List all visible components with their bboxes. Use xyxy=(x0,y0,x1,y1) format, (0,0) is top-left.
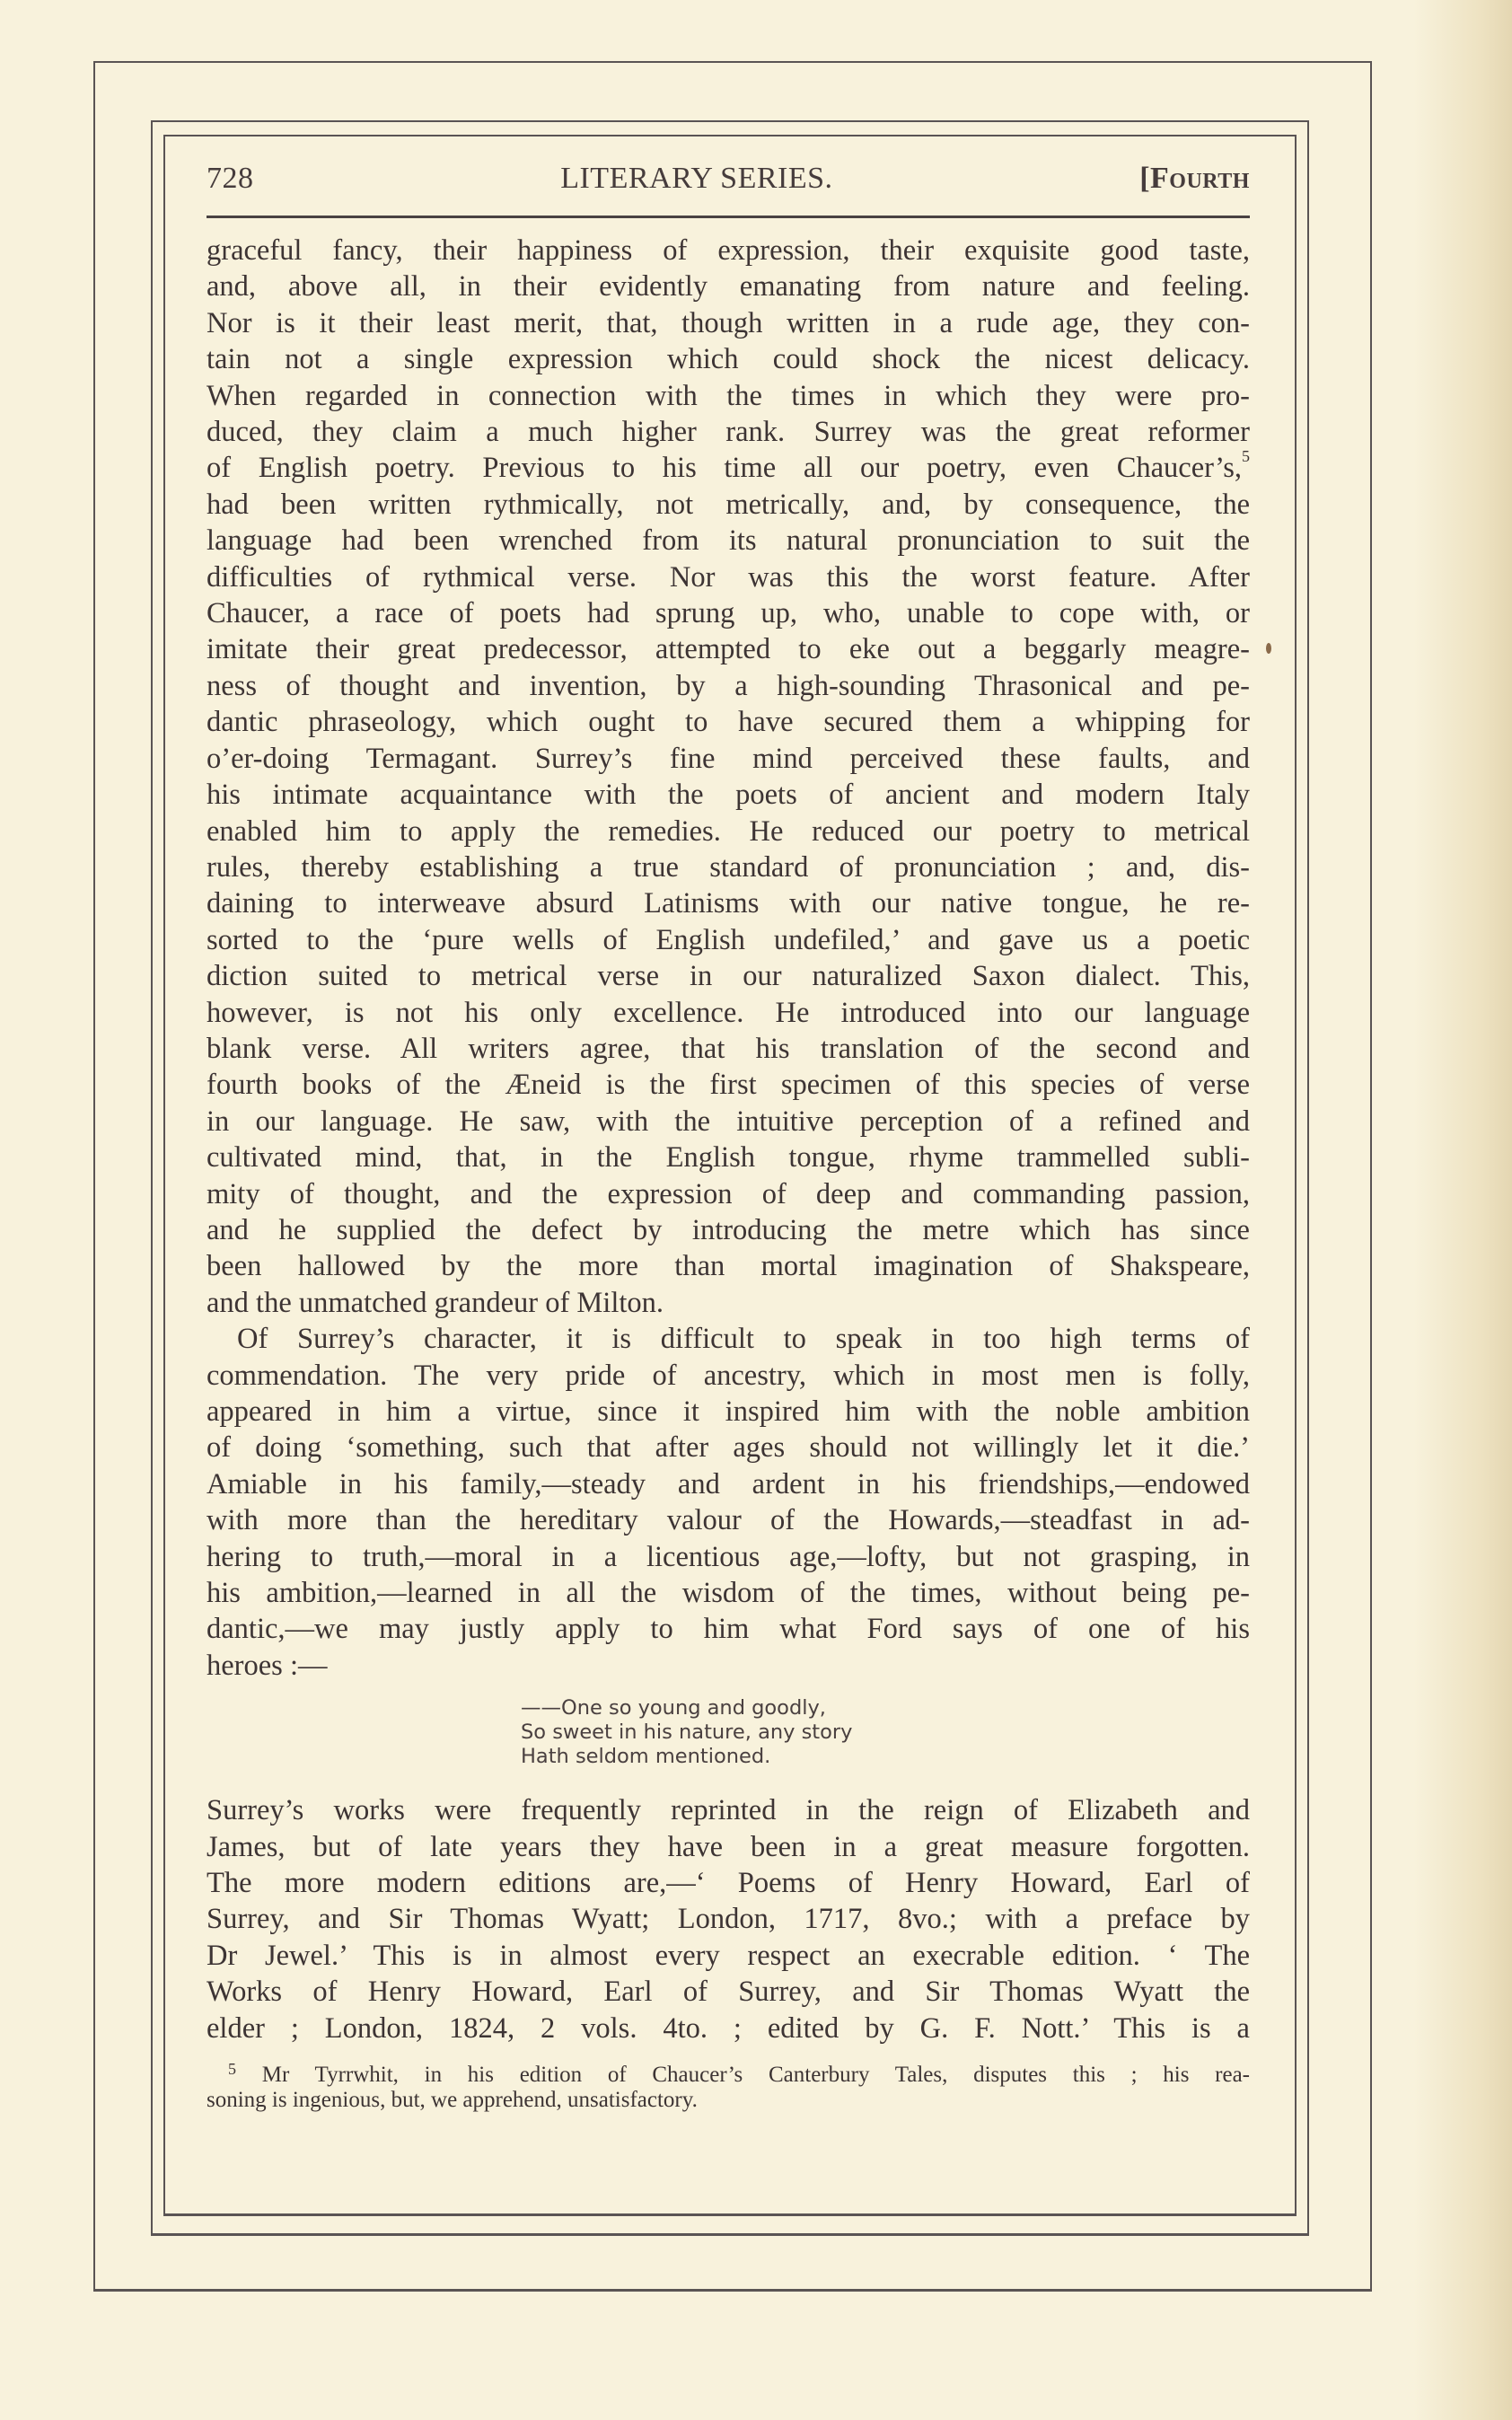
text-line: o’er-doing Termagant. Surrey’s fine mind perceived these faults, and xyxy=(207,742,1250,775)
text-line: blank verse. All writers agree, that his translation of the second and xyxy=(207,1032,1250,1065)
text-line: language had been wrenched from its natural pronunciation to suit the xyxy=(207,524,1250,558)
paragraph-2 xyxy=(207,1321,1250,1684)
text-line: hering to truth,—moral in a licentious age,—lofty, but not grasping, in xyxy=(207,1540,1250,1573)
text-line: appeared in him a virtue, since it inspired him with the noble ambition xyxy=(207,1395,1250,1428)
text-line: dantic,—we may justly apply to him what Ford says of one of his xyxy=(207,1613,1250,1646)
text-line: When regarded in connection with the times in which they were pro- xyxy=(207,379,1250,412)
verse-quotation xyxy=(521,1696,1250,1769)
text-line: however, is not his only excellence. He introduced into our language xyxy=(207,996,1250,1029)
text-line: mity of thought, and the expression of deep and commanding passion, xyxy=(207,1177,1250,1210)
text-line: of English poetry. Previous to his time all our poetry, even Chaucer’s, xyxy=(207,452,1242,485)
text-line: graceful fancy, their happiness of expression, their exquisite good taste, xyxy=(207,234,1250,267)
text-line: Of Surrey’s character, it is difficult to speak in too high terms of xyxy=(237,1323,1250,1356)
body-text xyxy=(207,233,1250,2046)
text-line: his ambition,—learned in all the wisdom of the times, without being pe- xyxy=(207,1577,1250,1610)
footnote-marker: 5 xyxy=(228,2060,236,2079)
text-line: of doing ‘something, such that after ages should not willingly let it die.’ xyxy=(207,1431,1250,1465)
text-line: dantic phraseology, which ought to have secured them a whipping for xyxy=(207,706,1250,739)
text-line: Works of Henry Howard, Earl of Surrey, and Sir Thomas Wyatt the xyxy=(207,1976,1250,2009)
running-head xyxy=(207,162,1250,212)
text-line: Amiable in his family,—steady and ardent in his friendships,—endowed xyxy=(207,1467,1250,1500)
header-rule xyxy=(207,216,1250,218)
footnote-text: Mr Tyrrwhit, in his edition of Chaucer’s Canterbury Tales, disputes this ; his rea- xyxy=(261,2063,1250,2088)
verse-line: So sweet in his nature, any story xyxy=(521,1720,853,1745)
text-line: with more than the hereditary valour of the Howards,—steadfast in ad- xyxy=(207,1504,1250,1537)
book-page xyxy=(207,162,1250,2113)
text-line: imitate their great predecessor, attempted to eke out a beggarly meagre- xyxy=(207,633,1250,666)
section-label: [Fourth xyxy=(1139,162,1250,195)
text-line: in our language. He saw, with the intuitive perception of a refined and xyxy=(207,1104,1250,1138)
text-line: commendation. The very pride of ancestry, which in most men is folly, xyxy=(207,1359,1250,1392)
text-line: James, but of late years they have been in a great measure forgotten. xyxy=(207,1830,1250,1863)
paper-edge-shadow xyxy=(1413,0,1512,2420)
text-line: tain not a single expression which could shock the nicest delicacy. xyxy=(207,343,1250,376)
text-line: and he supplied the defect by introducing the metre which has since xyxy=(207,1213,1250,1246)
verse-line: ——One so young and goodly, xyxy=(521,1696,826,1720)
text-line: daining to interweave absurd Latinisms with our native tongue, he re- xyxy=(207,887,1250,920)
text-line: heroes :— xyxy=(207,1649,328,1682)
text-line: Nor is it their least merit, that, though written in a rude age, they con- xyxy=(207,306,1250,339)
text-line: duced, they claim a much higher rank. Surrey was the great reformer xyxy=(207,416,1250,449)
footnote xyxy=(207,2060,1250,2113)
text-line: elder ; London, 1824, 2 vols. 4to. ; edited by G. F. Nott.’ This is a xyxy=(207,2011,1250,2045)
text-line: and the unmatched grandeur of Milton. xyxy=(207,1286,664,1319)
footnote-line: soning is ingenious, but, we apprehend, unsatisfactory. xyxy=(207,2088,698,2113)
text-line: The more modern editions are,—‘ Poems of Henry Howard, Earl of xyxy=(207,1867,1250,1900)
paragraph-1 xyxy=(207,233,1250,1321)
text-line: Dr Jewel.’ This is in almost every respect an execrable edition. ‘ The xyxy=(207,1939,1250,1972)
footnote-line xyxy=(207,2060,1250,2088)
text-line: been hallowed by the more than mortal imagination of Shakspeare, xyxy=(207,1250,1250,1283)
verse-line: Hath seldom mentioned. xyxy=(521,1745,771,1769)
paragraph-3 xyxy=(207,1792,1250,2046)
text-line: ness of thought and invention, by a high-sounding Thrasonical and pe- xyxy=(207,669,1250,702)
text-line: Surrey, and Sir Thomas Wyatt; London, 1717, 8vo.; with a preface by xyxy=(207,1903,1250,1936)
text-line: difficulties of rythmical verse. Nor was this the worst feature. After xyxy=(207,560,1250,594)
page-number: 728 xyxy=(207,162,254,195)
text-line: sorted to the ‘pure wells of English undefiled,’ and gave us a poetic xyxy=(207,923,1250,956)
text-line-with-footnote xyxy=(207,447,1250,486)
text-line: rules, thereby establishing a true standard of pronunciation ; and, dis- xyxy=(207,850,1250,884)
text-line: Surrey’s works were frequently reprinted in the reign of Elizabeth and xyxy=(207,1794,1250,1827)
series-title: LITERARY SERIES. xyxy=(560,162,833,195)
text-line: and, above all, in their evidently emanating from nature and feeling. xyxy=(207,270,1250,304)
text-line: diction suited to metrical verse in our naturalized Saxon dialect. This, xyxy=(207,960,1250,993)
text-line: fourth books of the Æneid is the first specimen of this species of verse xyxy=(207,1069,1250,1102)
ink-stain xyxy=(1266,643,1271,654)
text-line: cultivated mind, that, in the English tongue, rhyme trammelled subli- xyxy=(207,1141,1250,1175)
footnote-reference[interactable]: 5 xyxy=(1242,447,1250,466)
text-line: enabled him to apply the remedies. He reduced our poetry to metrical xyxy=(207,814,1250,848)
text-line: Chaucer, a race of poets had sprung up, who, unable to cope with, or xyxy=(207,597,1250,630)
text-line: had been written rythmically, not metrically, and, by consequence, the xyxy=(207,488,1250,521)
text-line: his intimate acquaintance with the poets of ancient and modern Italy xyxy=(207,779,1250,812)
